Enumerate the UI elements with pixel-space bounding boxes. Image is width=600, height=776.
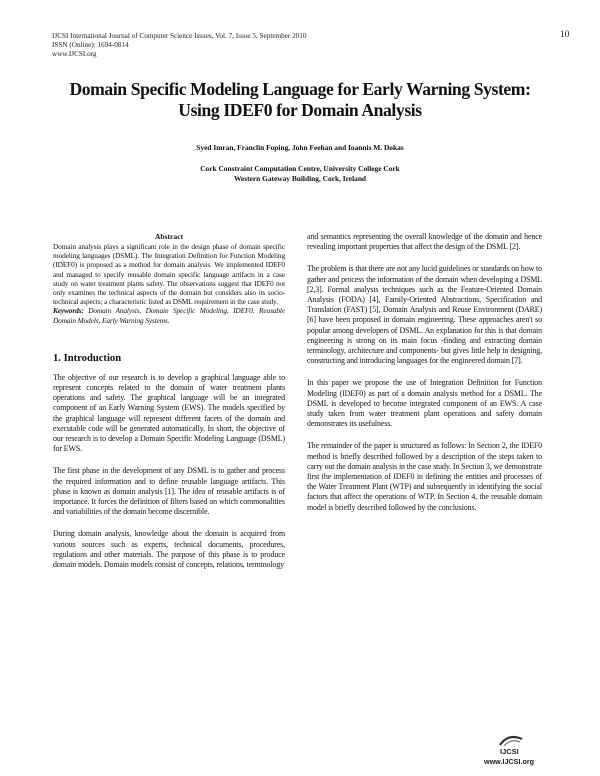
journal-line: IJCSI International Journal of Computer Science Issues, Vol. 7, Issue 5, September 2010 (52, 32, 307, 40)
logo-name: IJCSI (500, 747, 519, 756)
intro-paragraph-1: The objective of our research is to develop a graphical language able to represent concepts related to the domain of water treatment plants operations and safety. The graphical language will be an integrated component of an Early Warning System (EWS). The models specified by the graphical language will represent different facets of the domain and executable code will be generated automatically. In short, the objective of our research is to develop a Domain Specific Modeling Language (DSML) for EWS. (53, 372, 285, 454)
intro-paragraph-2: The first phase in the development of any DSML is to gather and process the required information and to define reusable language artifacts. This phase is known as domain analysis [1]. The idea of reusable artifacts is of importance. It forces the definition of filters based on which commonalities and variabilities of the domain become discernible. (53, 466, 285, 517)
right-paragraph-3: In this paper we propose the use of Integration Definition for Function Modeling (IDEF0) as part of a domain analysis method for a DSML. The DSML is developed to become integrated component of an EWS. A case study taken from water treatment plant operations and safety domain demonstrates its usefulness. (307, 378, 542, 429)
left-column (53, 232, 285, 570)
right-paragraph-2: The problem is that there are not any lucid guidelines or standards on how to gather and process the information of the domain when developing a DSML [2,3]. Formal analysis techniques such as the Feature-Oriented Domain Analysis (FODA) [4], Family-Oriented Abstractions, Specification and Translation (FAST) [5], Domain Analysis and Reuse Environment (DARE) [6] have been proposed in domain engineering. These approaches aren't so popular among developers of DSML. An explanation for this is that domain engineering is strong on its main focus -finding and extracting domain terminology, architecture and components- but gives little help in designing, constructing and introducing languages for the engineered domain [7]. (307, 264, 542, 366)
logo-swoosh-icon (498, 735, 524, 747)
abstract-heading: Abstract (154, 232, 184, 241)
affiliation (40, 164, 560, 184)
logo-url: www.IJCSI.org (484, 757, 535, 766)
keywords (53, 306, 285, 324)
affiliation-line-2: Western Gateway Building, Cork, Ireland (233, 174, 367, 183)
right-column (307, 232, 542, 513)
section-heading-introduction: 1. Introduction (53, 352, 122, 364)
abstract-text: Domain analysis plays a significant role in the design phase of domain specific modeling languages (DSML). The Integration Definition for Function Modeling (IDEF0) is proposed as a method for domain analysis. We implemented IDEF0 and managed to specify reusable domain specific language artifacts in a case study on water treatment plants safety. The observations suggest that IDEF0 not only examines the technical aspects of the domain but considers also its socio-technical aspects; a characteristic listed as DSML requirement in the case study. (53, 242, 285, 307)
paper-title (40, 79, 560, 121)
affiliation-line-1: Cork Constraint Computation Centre, University College Cork (200, 164, 400, 173)
issn-line: ISSN (Online): 1694-0814 (52, 41, 129, 49)
intro-paragraph-3: During domain analysis, knowledge about the domain is acquired from various sources such as experts, technical documents, procedures, regulations and other materials. The purpose of this phase is to produce domain models. Domain models consist of concepts, relations, terminology (53, 529, 285, 570)
keywords-text: Domain Analysis, Domain Specific Modeling, IDEF0, Reusable Domain Models, Early Warning Systems. (53, 306, 285, 325)
keywords-label: Keywords: (53, 306, 84, 316)
journal-header (52, 32, 306, 59)
right-paragraph-4: The remainder of the paper is structured as follows: In Section 2, the IDEF0 method is briefly described followed by a description of the steps taken to carry out the domain analysis in the case study. In Section 3, we demonstrate first the implementation of IDEF0 in defining the entities and processes of the Water Treatment Plant (WTP) and subsequently in identifying the social factors that affect the operations of WTP. In Section 4, the reusable domain model is briefly described followed by the conclusions. (307, 441, 542, 512)
right-paragraph-1: and semantics representing the overall knowledge of the domain and hence revealing important properties that affect the design of the DSML [2]. (307, 232, 542, 252)
page-number: 10 (560, 30, 570, 40)
title-line-1: Domain Specific Modeling Language for Early Warning System: (69, 79, 531, 99)
ijcsi-logo (484, 735, 554, 771)
journal-website: www.IJCSI.org (52, 50, 97, 58)
title-line-2: Using IDEF0 for Domain Analysis (178, 100, 422, 120)
author-list: Syed Imran, Franclin Foping, John Feehan and Ioannis M. Dokas (196, 143, 404, 152)
